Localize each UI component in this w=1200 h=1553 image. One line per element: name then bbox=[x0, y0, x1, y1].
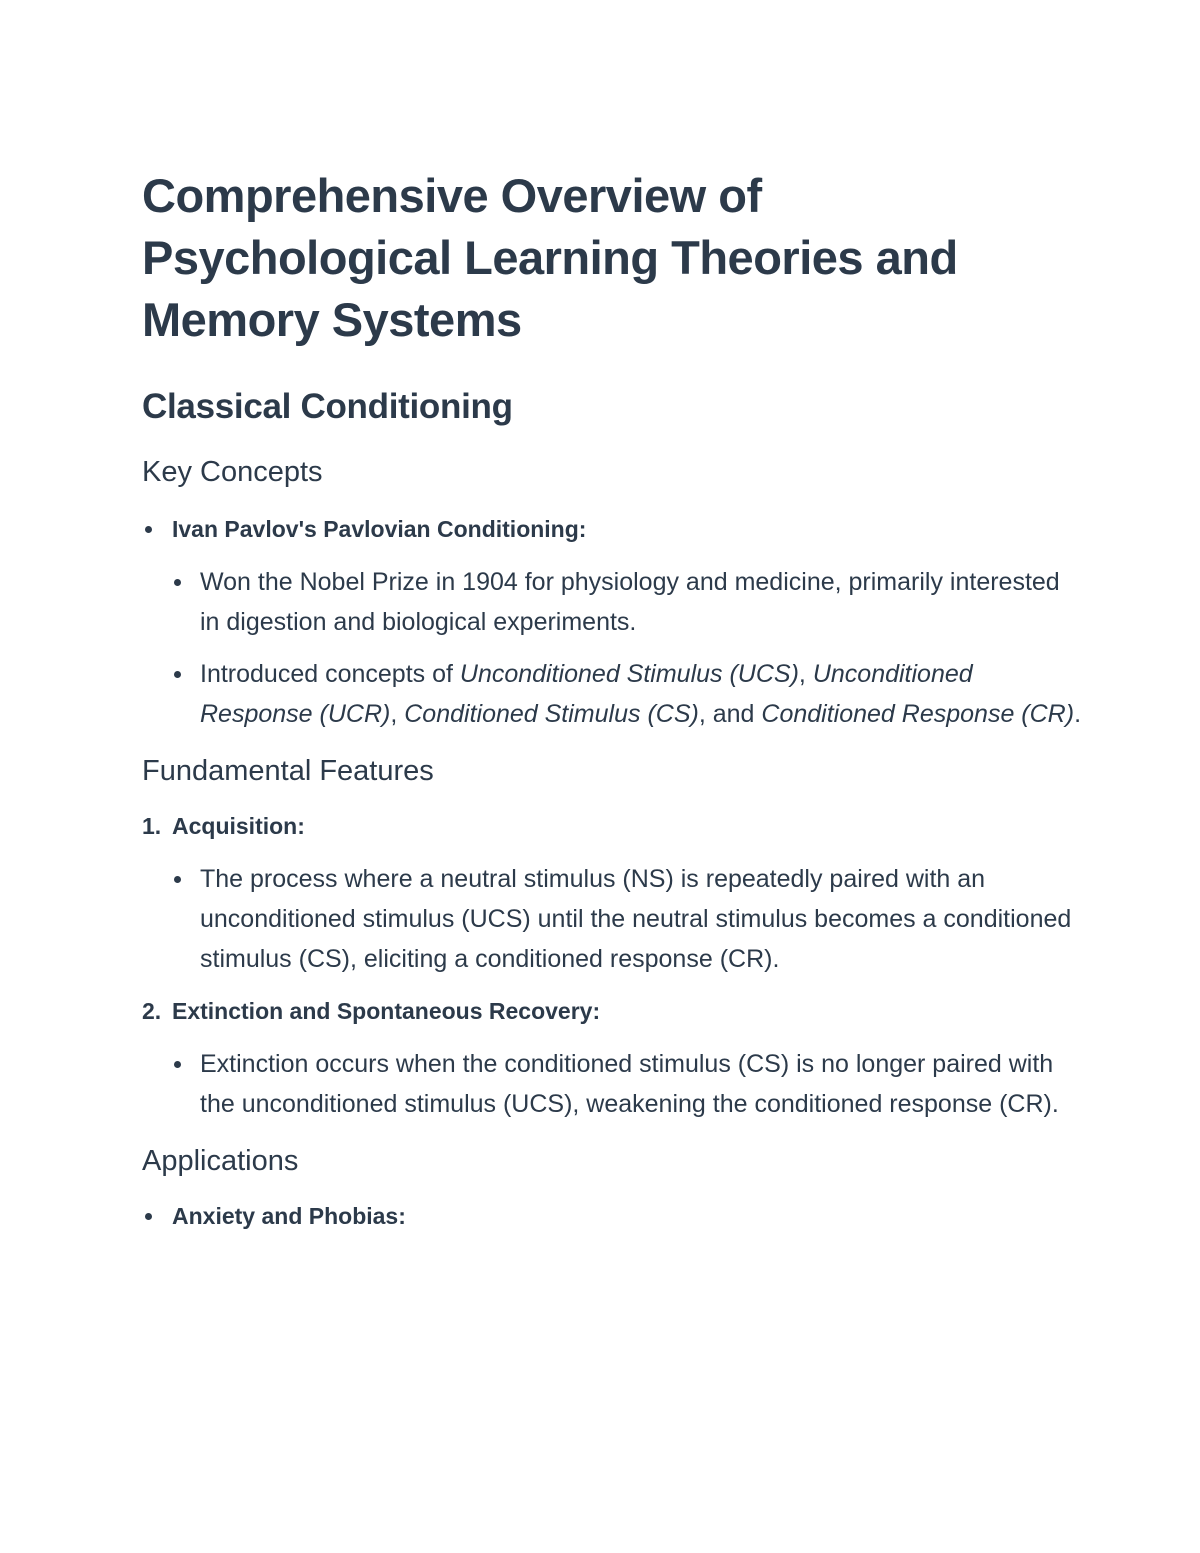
numbered-item-acquisition bbox=[142, 806, 1082, 846]
subheading-key-concepts: Key Concepts bbox=[142, 456, 323, 488]
sub-item-extinction: Extinction occurs when the conditioned stimulus (CS) is no longer paired with the unconditioned stimulus (UCS), weakening the conditioned response (CR). bbox=[142, 1044, 1082, 1124]
list-item-label: Anxiety and Phobias: bbox=[172, 1203, 406, 1229]
list-item-label: Ivan Pavlov's Pavlovian Conditioning: bbox=[172, 516, 587, 542]
sub-item-nobel: Won the Nobel Prize in 1904 for physiology and medicine, primarily interested in digestion and biological experiments. bbox=[142, 562, 1082, 642]
separator: , and bbox=[698, 700, 762, 728]
list-number: 2. bbox=[142, 998, 162, 1024]
numbered-item-extinction bbox=[142, 991, 1082, 1031]
subheading-fundamental-features: Fundamental Features bbox=[142, 755, 434, 787]
list-item-label: Extinction and Spontaneous Recovery: bbox=[172, 998, 601, 1024]
term-cs: Conditioned Stimulus (CS) bbox=[404, 700, 699, 728]
subheading-applications: Applications bbox=[142, 1145, 299, 1177]
list-item-anxiety bbox=[142, 1196, 1082, 1236]
term-ucr: Unconditioned Response (UCR) bbox=[200, 660, 973, 728]
list-number: 1. bbox=[142, 813, 162, 839]
sub-item-acquisition: The process where a neutral stimulus (NS) is repeatedly paired with an unconditioned stimulus (UCS) until the neutral stimulus becomes a conditioned stimulus (CS), eliciting a conditioned response (CR). bbox=[142, 859, 1082, 979]
concepts-prefix: Introduced concepts of bbox=[200, 660, 460, 688]
separator: . bbox=[1074, 700, 1082, 728]
document-page bbox=[142, 165, 1082, 1236]
sub-item-concepts bbox=[142, 654, 1082, 734]
list-item-label: Acquisition: bbox=[172, 813, 305, 839]
section-heading-classical-conditioning: Classical Conditioning bbox=[142, 387, 513, 426]
separator: , bbox=[798, 660, 813, 688]
document-title: Comprehensive Overview of Psychological Learning Theories and Memory Systems bbox=[142, 169, 958, 346]
term-ucs: Unconditioned Stimulus (UCS) bbox=[459, 660, 799, 688]
list-item-pavlov bbox=[142, 509, 1082, 549]
term-cr: Conditioned Response (CR) bbox=[761, 700, 1075, 728]
separator: , bbox=[390, 700, 405, 728]
